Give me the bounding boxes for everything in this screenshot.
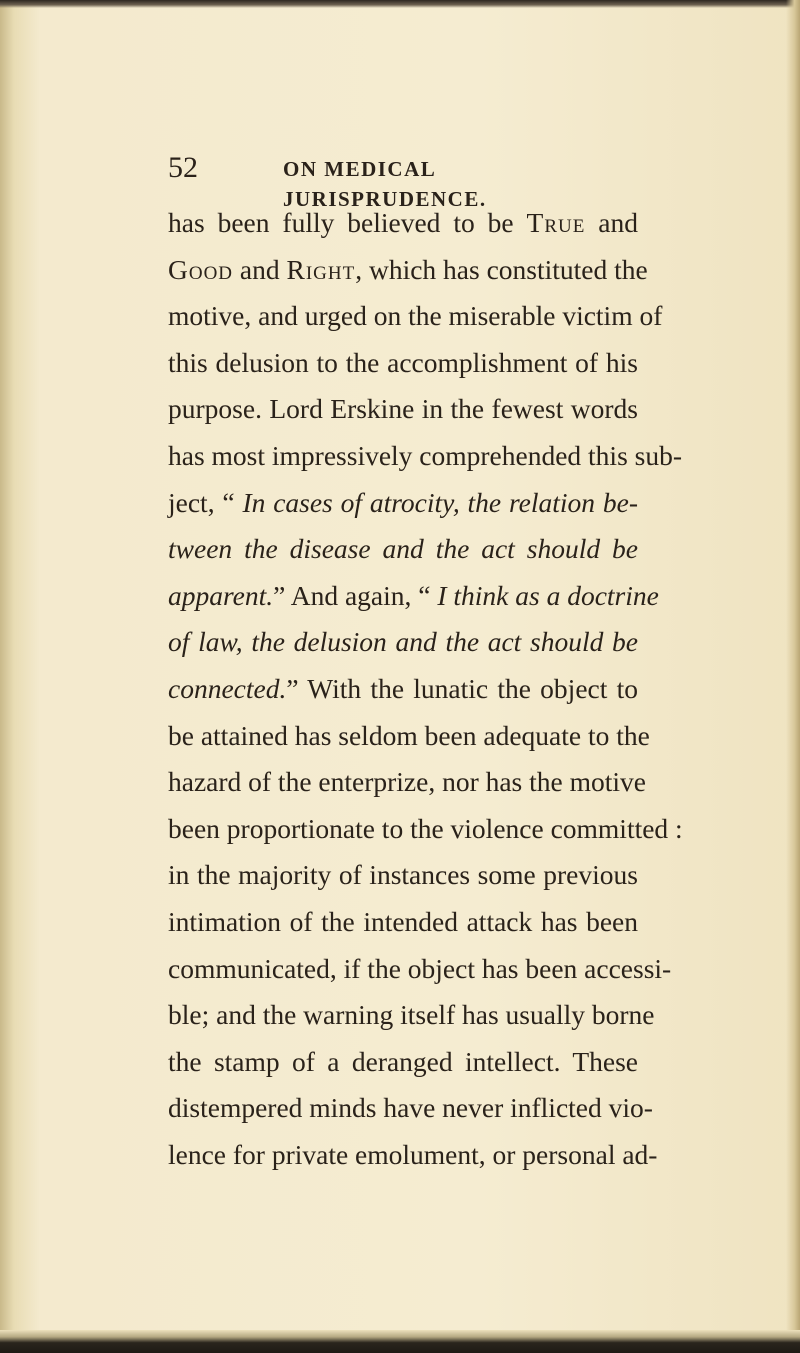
text-run: be attained has seldom been adequate to the xyxy=(168,719,650,751)
text-line xyxy=(168,293,663,340)
text-run: distempered minds have never inflicted vio- xyxy=(168,1092,653,1124)
text-run: , which has constituted the xyxy=(355,253,648,285)
text-run: in the majority of instances some previous xyxy=(168,859,638,891)
text-run: ” And again, “ xyxy=(273,579,438,611)
text-line xyxy=(168,806,683,853)
text-line xyxy=(168,852,638,899)
text-line xyxy=(168,1039,638,1086)
text-line xyxy=(168,1132,658,1179)
text-line xyxy=(168,666,638,713)
text-line xyxy=(168,992,655,1039)
text-line xyxy=(168,713,650,760)
text-line xyxy=(168,247,648,294)
text-run: ject, “ xyxy=(168,486,243,518)
text-line xyxy=(168,619,638,666)
italic-text: I think as a doctrine xyxy=(437,579,659,611)
text-run: lence for private emolument, or personal ad- xyxy=(168,1138,658,1170)
text-run: and xyxy=(233,253,287,285)
text-line xyxy=(168,1085,653,1132)
text-run: hazard of the enterprize, nor has the motive xyxy=(168,766,646,798)
text-line xyxy=(168,480,638,527)
text-run: has been fully believed to be xyxy=(168,207,527,238)
text-run: this delusion to the accomplishment of his xyxy=(168,346,638,378)
text-line xyxy=(168,899,638,946)
body-text xyxy=(168,200,683,1178)
page-top-shadow xyxy=(0,0,800,8)
text-line xyxy=(168,526,638,573)
italic-text: In cases of atrocity, the relation be- xyxy=(242,486,638,518)
text-run: ble; and the warning itself has usually borne xyxy=(168,999,655,1031)
italic-text: of law, the delusion and the act should be xyxy=(168,626,638,658)
text-run: the stamp of a deranged intellect. These xyxy=(168,1045,638,1077)
page-right-edge xyxy=(786,0,800,1353)
text-run: and xyxy=(585,207,638,238)
text-line xyxy=(168,573,659,620)
text-line xyxy=(168,340,638,387)
text-line xyxy=(168,433,683,480)
small-caps-text: Good xyxy=(168,253,234,285)
small-caps-text: Right xyxy=(286,253,356,285)
italic-text: apparent. xyxy=(168,579,274,611)
italic-text: connected. xyxy=(168,672,287,704)
page-header xyxy=(168,150,638,211)
text-line xyxy=(168,759,646,806)
text-run: purpose. Lord Erskine in the fewest words xyxy=(168,393,638,425)
text-run: communicated, if the object has been accessi- xyxy=(168,952,672,984)
running-head: ON MEDICAL JURISPRUDENCE. xyxy=(283,157,487,211)
text-run: motive, and urged on the miserable victim of xyxy=(168,300,663,332)
italic-text: tween the disease and the act should be xyxy=(168,533,638,565)
page-number: 52 xyxy=(168,151,198,184)
text-run: been proportionate to the violence committed : xyxy=(168,812,683,844)
text-line xyxy=(168,200,638,247)
page-bottom-edge xyxy=(0,1330,800,1353)
text-line xyxy=(168,386,638,433)
text-run: ” With the lunatic the object to xyxy=(286,672,638,704)
small-caps-text: True xyxy=(526,207,586,238)
text-run: has most impressively comprehended this sub- xyxy=(168,439,683,471)
text-run: intimation of the intended attack has been xyxy=(168,905,638,937)
text-line xyxy=(168,946,672,993)
